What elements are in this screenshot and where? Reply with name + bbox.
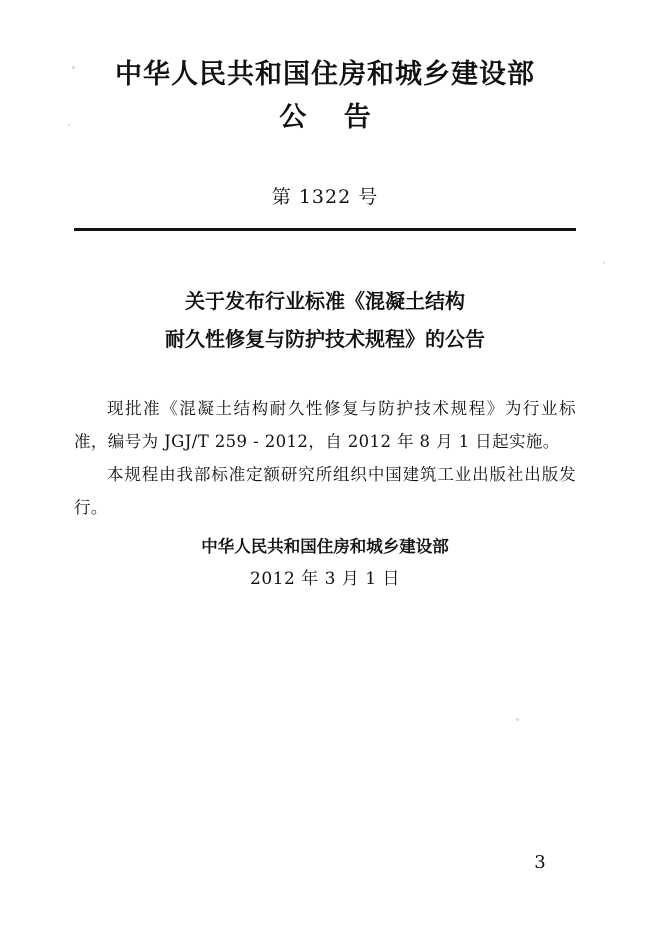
page-title: [0, 282, 650, 358]
body-text: [74, 392, 576, 524]
masthead: [0, 58, 650, 137]
page-title-line-1: 关于发布行业标准《混凝土结构: [185, 289, 465, 313]
horizontal-rule: [74, 228, 576, 231]
page-number: 3: [534, 852, 546, 873]
page-title-line-2: 耐久性修复与防护技术规程》的公告: [165, 327, 485, 351]
issuing-authority-title: 中华人民共和国住房和城乡建设部: [115, 59, 535, 90]
paragraph-2: 本规程由我部标准定额研究所组织中国建筑工业出版社出版发行。: [74, 465, 576, 517]
signature-block: [0, 531, 650, 596]
scan-speckle: [603, 262, 605, 264]
notice-number: 第 1322 号: [271, 186, 379, 208]
signature-issuer: 中华人民共和国住房和城乡建设部: [201, 537, 449, 556]
paragraph-1: 现批准《混凝土结构耐久性修复与防护技术规程》为行业标准，编号为 JGJ/T 259 - 2012，自 2012 年 8 月 1 日起实施。: [74, 399, 576, 451]
announcement-heading: 公 告: [279, 101, 385, 133]
scan-speckle: [516, 718, 519, 721]
signature-date: 2012 年 3 月 1 日: [250, 569, 400, 590]
